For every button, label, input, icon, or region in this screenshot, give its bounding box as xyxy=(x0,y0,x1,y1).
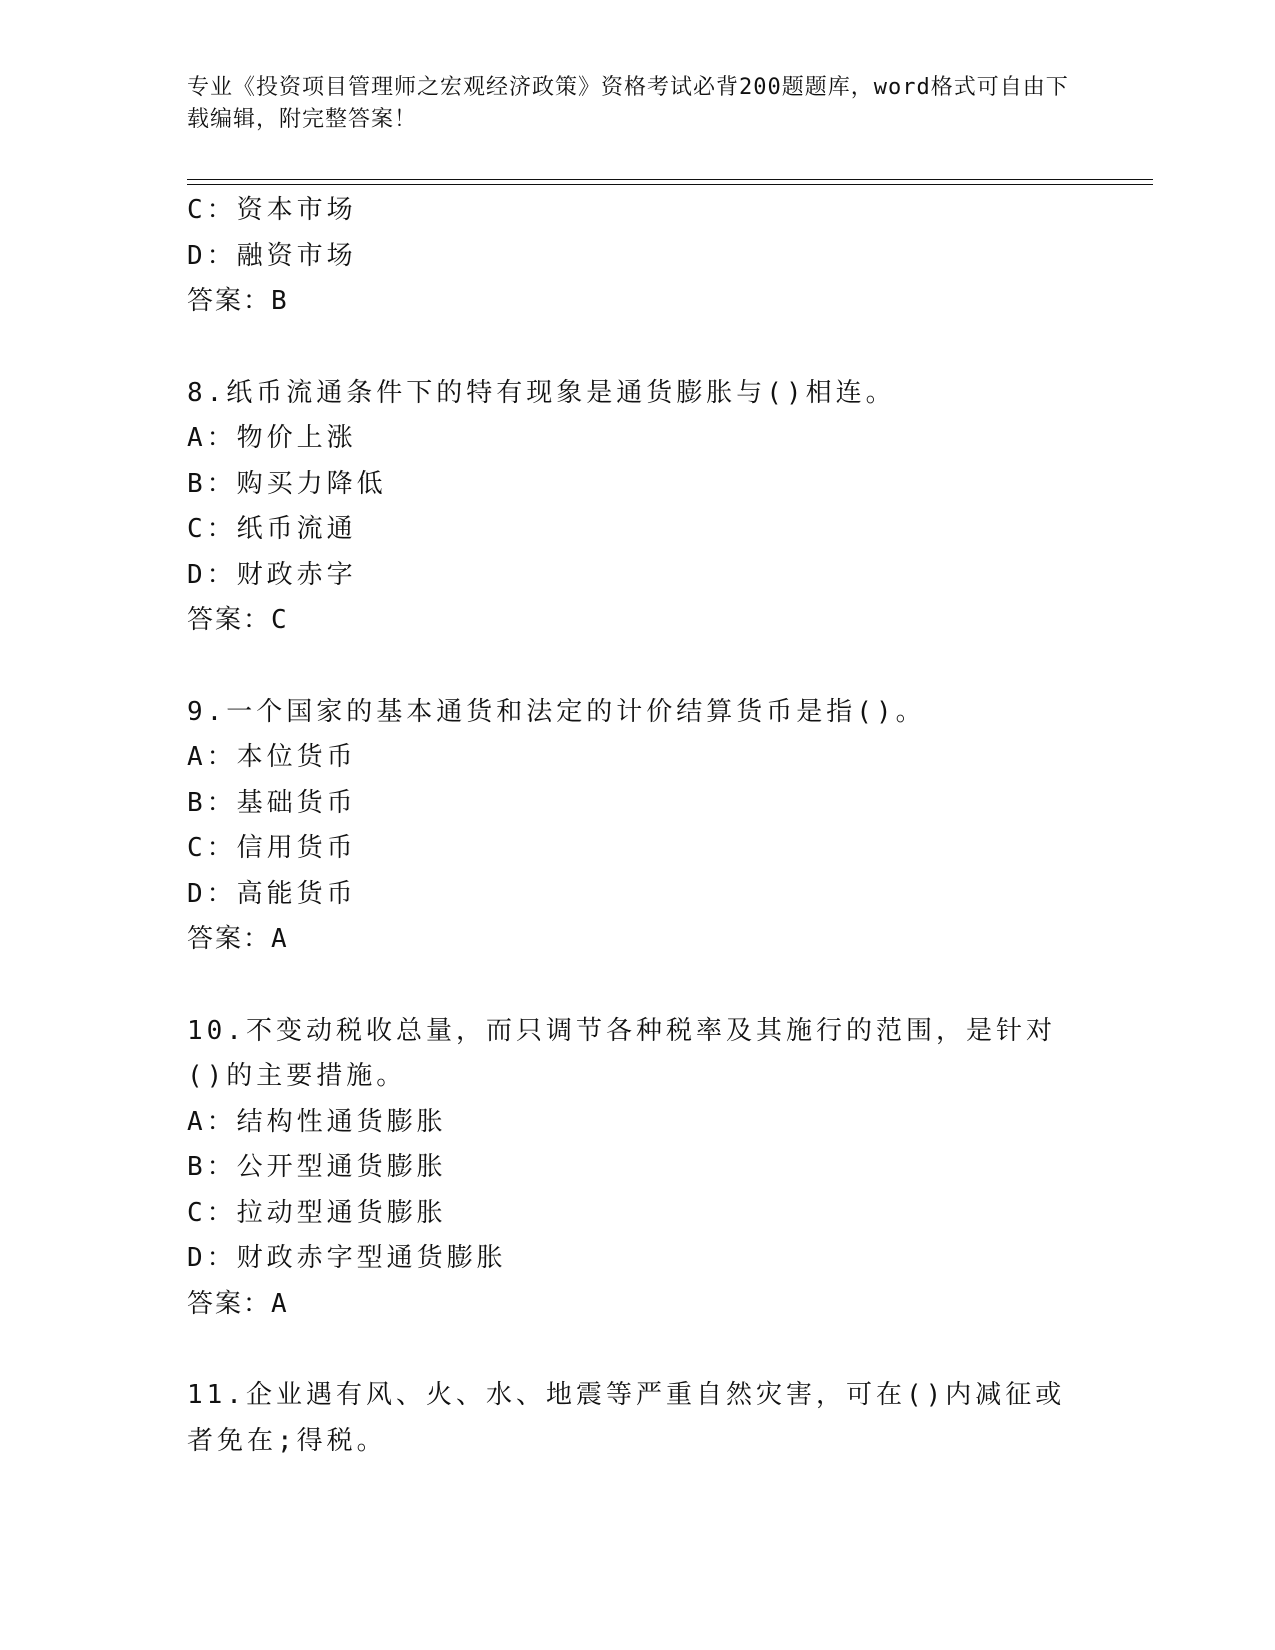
option-b: B：公开型通货膨胀 xyxy=(187,1152,447,1182)
header-divider-top xyxy=(187,179,1153,180)
option-d: D：融资市场 xyxy=(187,240,357,271)
option-c: C：纸币流通 xyxy=(187,514,357,544)
option-c: C：拉动型通货膨胀 xyxy=(187,1197,447,1228)
option-b: B：基础货币 xyxy=(187,787,357,818)
question-text: 9.一个国家的基本通货和法定的计价结算货币是指()。 xyxy=(187,696,926,727)
option-a: A：物价上涨 xyxy=(187,423,357,453)
header-divider-bottom xyxy=(187,184,1153,185)
header-text: 专业《投资项目管理师之宏观经济政策》资格考试必背200题题库，word格式可自由下载编辑，附完整答案！ xyxy=(187,75,1069,132)
answer: 答案：B xyxy=(187,286,289,316)
question-block-7-tail xyxy=(187,188,1067,325)
answer: 答案：A xyxy=(187,1288,289,1319)
question-list xyxy=(187,188,1067,1464)
question-block-9 xyxy=(187,690,1067,963)
document-header xyxy=(187,72,1077,136)
option-b: B：购买力降低 xyxy=(187,468,387,499)
question-block-8 xyxy=(187,371,1067,644)
spacer xyxy=(187,325,1067,371)
question-text: 10.不变动税收总量，而只调节各种税率及其施行的范围，是针对()的主要措施。 xyxy=(187,1015,1056,1091)
option-c: C：信用货币 xyxy=(187,833,357,863)
answer: 答案：C xyxy=(187,605,289,635)
option-a: A：结构性通货膨胀 xyxy=(187,1106,447,1137)
question-text: 11.企业遇有风、火、水、地震等严重自然灾害，可在()内减征或者免在;得税。 xyxy=(187,1380,1066,1456)
answer: 答案：A xyxy=(187,924,289,954)
question-block-10 xyxy=(187,1009,1067,1328)
option-d: D：财政赤字型通货膨胀 xyxy=(187,1243,507,1273)
spacer xyxy=(187,644,1067,690)
option-c: C：资本市场 xyxy=(187,195,357,225)
spacer xyxy=(187,1327,1067,1373)
question-text: 8.纸币流通条件下的特有现象是通货膨胀与()相连。 xyxy=(187,377,896,408)
spacer xyxy=(187,963,1067,1009)
option-d: D：财政赤字 xyxy=(187,559,357,590)
question-block-11 xyxy=(187,1373,1067,1464)
option-a: A：本位货币 xyxy=(187,742,357,772)
option-d: D：高能货币 xyxy=(187,878,357,909)
